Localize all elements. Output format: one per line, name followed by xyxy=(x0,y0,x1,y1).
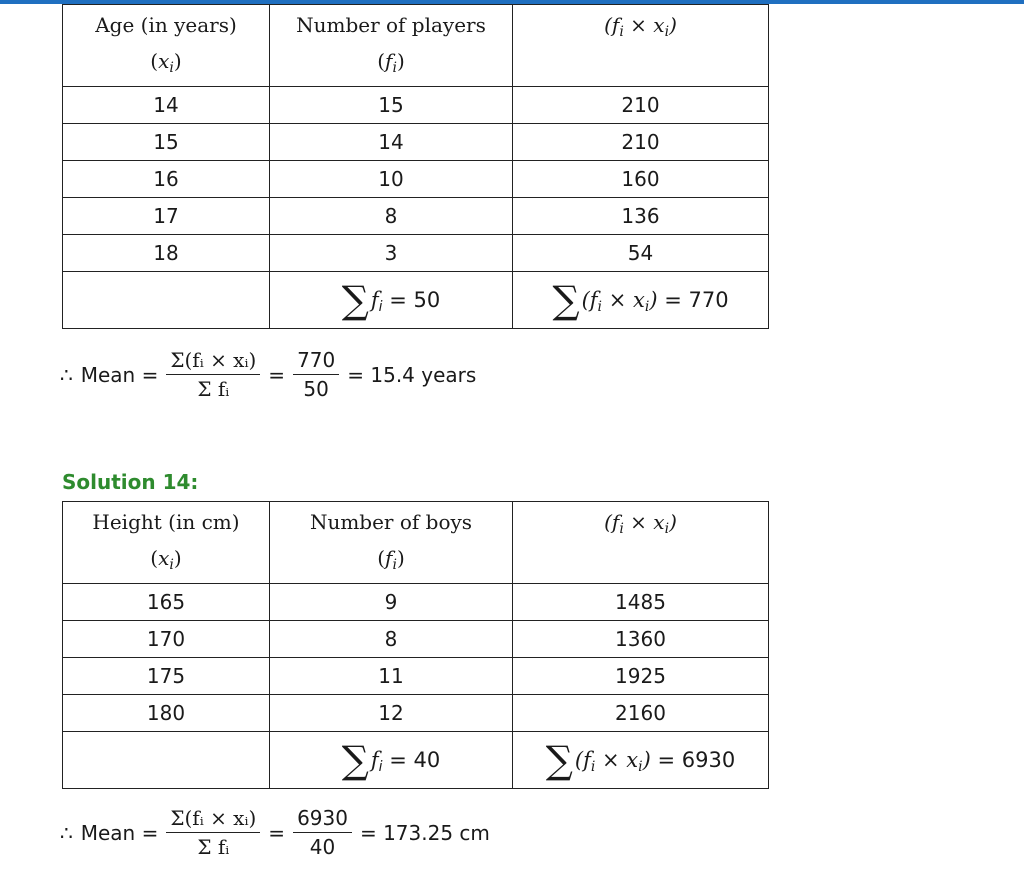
sum-fx-value: = 6930 xyxy=(657,748,736,772)
prod-close: ) xyxy=(669,13,677,37)
table-sum-row xyxy=(63,732,769,789)
sum-fx-cell xyxy=(513,732,769,789)
header-product-label xyxy=(513,504,768,547)
cell-f: 8 xyxy=(270,198,513,235)
cell-x: 14 xyxy=(63,87,270,124)
sigma-symbol: ∑ xyxy=(341,738,369,782)
cell-fx: 1925 xyxy=(513,658,769,695)
therefore-symbol: ∴ xyxy=(60,820,73,845)
sub-i: i xyxy=(169,60,174,76)
header-players xyxy=(270,5,513,87)
sum-f-cell xyxy=(270,272,513,329)
equals-sign: = xyxy=(268,362,286,387)
table-row xyxy=(63,695,769,732)
height-frequency-table xyxy=(62,501,769,789)
prod-open: (f xyxy=(604,510,620,534)
cell-x: 165 xyxy=(63,584,270,621)
table-row xyxy=(63,621,769,658)
age-frequency-table xyxy=(62,4,769,329)
sub-i: i xyxy=(392,557,397,573)
sum-expr: $(f_i \times x_i)$ xyxy=(581,288,658,315)
header-product xyxy=(513,502,769,584)
header-age-label: Age (in years) xyxy=(95,13,237,37)
cell-x: 180 xyxy=(63,695,270,732)
sum-empty-cell xyxy=(63,272,270,329)
cell-f: 14 xyxy=(270,124,513,161)
prod-mid: × x xyxy=(623,510,665,534)
sum-fx-value: = 770 xyxy=(664,288,729,312)
sigma-symbol: ∑ xyxy=(545,738,573,782)
header-age-var: $(x_i)$ xyxy=(150,49,182,76)
cell-x: 17 xyxy=(63,198,270,235)
table-row xyxy=(63,87,769,124)
sum-f-cell xyxy=(270,732,513,789)
sum-f-value: = 50 xyxy=(389,288,441,312)
value-numerator: 6930 xyxy=(293,806,352,833)
header-height-var: $(x_i)$ xyxy=(150,546,182,573)
mean-result: = 173.25 cm xyxy=(359,820,490,845)
sub-i: i xyxy=(169,557,174,573)
header-players-var: $(f_i)$ xyxy=(377,49,405,76)
value-fraction xyxy=(293,806,352,859)
mean-result: = 15.4 years xyxy=(347,362,477,387)
fraction-numerator: Σ(fᵢ × xᵢ) xyxy=(166,348,260,375)
header-height xyxy=(63,502,270,584)
sub-i: i xyxy=(619,24,624,40)
sum-empty-cell xyxy=(63,732,270,789)
cell-f: 10 xyxy=(270,161,513,198)
header-boys-label: Number of boys xyxy=(309,510,473,534)
cell-x: 170 xyxy=(63,621,270,658)
table-sum-row xyxy=(63,272,769,329)
fraction-numerator: Σ(fᵢ × xᵢ) xyxy=(166,806,260,833)
header-age xyxy=(63,5,270,87)
cell-fx: 1360 xyxy=(513,621,769,658)
cell-x: 18 xyxy=(63,235,270,272)
cell-fx: 210 xyxy=(513,87,769,124)
table-row xyxy=(63,584,769,621)
cell-f: 3 xyxy=(270,235,513,272)
header-boys xyxy=(270,502,513,584)
value-denominator: 50 xyxy=(303,377,329,401)
solution-title: Solution 14: xyxy=(62,470,199,494)
table-row xyxy=(63,124,769,161)
header-boys-var: $(f_i)$ xyxy=(377,546,405,573)
mean-label: Mean = xyxy=(80,362,159,387)
header-product-label xyxy=(513,7,768,50)
header-players-label: Number of players xyxy=(296,13,486,37)
cell-f: 11 xyxy=(270,658,513,695)
fraction-denominator: Σ fᵢ xyxy=(197,377,230,401)
prod-open: (f xyxy=(604,13,620,37)
sigma-symbol: ∑ xyxy=(552,278,580,322)
prod-mid: × x xyxy=(623,13,665,37)
cell-f: 12 xyxy=(270,695,513,732)
var-x: x xyxy=(158,49,170,73)
var-f: f xyxy=(385,49,393,73)
mean-formula-1 xyxy=(60,348,476,401)
value-denominator: 40 xyxy=(309,835,336,859)
sub-i: i xyxy=(664,521,670,537)
sum-fx-cell xyxy=(513,272,769,329)
table-row xyxy=(63,658,769,695)
mean-label: Mean = xyxy=(80,820,159,845)
sub-i: i xyxy=(664,24,670,40)
value-numerator: 770 xyxy=(293,348,339,375)
sub-i: i xyxy=(619,521,624,537)
prod-close: ) xyxy=(669,510,677,534)
fraction-denominator: Σ fᵢ xyxy=(197,835,230,859)
equals-sign: = xyxy=(268,820,286,845)
formula-fraction xyxy=(166,348,260,401)
sum-f-value: = 40 xyxy=(389,748,441,772)
sub-i: i xyxy=(378,299,383,315)
sum-var: f xyxy=(370,288,379,312)
value-fraction xyxy=(293,348,339,401)
sub-i: i xyxy=(392,60,397,76)
cell-fx: 54 xyxy=(513,235,769,272)
cell-f: 15 xyxy=(270,87,513,124)
cell-fx: 2160 xyxy=(513,695,769,732)
cell-fx: 136 xyxy=(513,198,769,235)
sigma-symbol: ∑ xyxy=(341,278,369,322)
table-header-row xyxy=(63,502,769,584)
table-row xyxy=(63,198,769,235)
cell-x: 16 xyxy=(63,161,270,198)
therefore-symbol: ∴ xyxy=(60,362,73,387)
header-product xyxy=(513,5,769,87)
var-f: f xyxy=(385,546,393,570)
cell-fx: 160 xyxy=(513,161,769,198)
cell-f: 8 xyxy=(270,621,513,658)
cell-x: 15 xyxy=(63,124,270,161)
cell-f: 9 xyxy=(270,584,513,621)
header-height-label: Height (in cm) xyxy=(92,510,240,534)
cell-fx: 210 xyxy=(513,124,769,161)
formula-fraction xyxy=(166,806,260,859)
cell-x: 175 xyxy=(63,658,270,695)
mean-formula-2 xyxy=(60,806,490,859)
table-header-row xyxy=(63,5,769,87)
sub-i: i xyxy=(378,759,383,775)
var-x: x xyxy=(158,546,170,570)
table-row xyxy=(63,161,769,198)
table-row xyxy=(63,235,769,272)
sum-var: f xyxy=(370,748,379,772)
cell-fx: 1485 xyxy=(513,584,769,621)
sum-expr: $(f_i \times x_i)$ xyxy=(574,748,651,775)
